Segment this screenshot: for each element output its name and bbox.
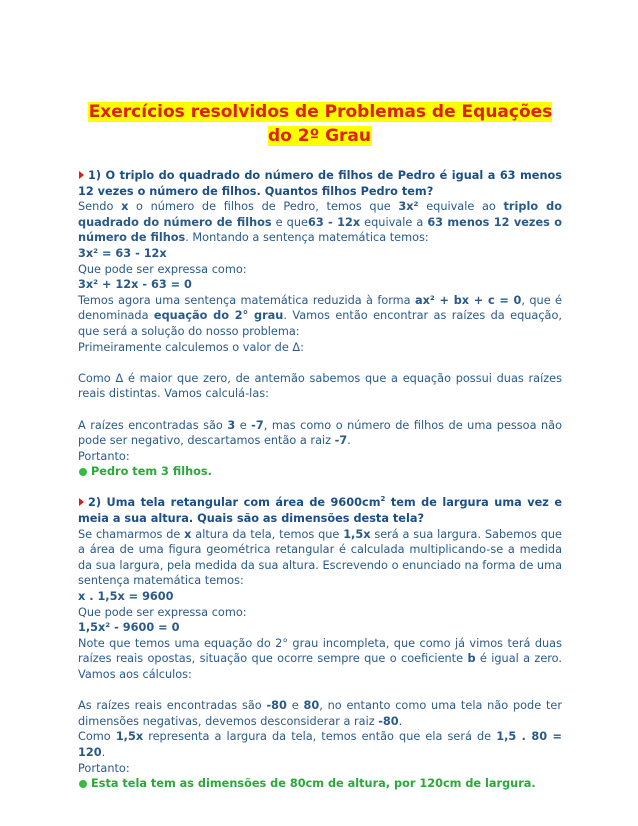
red-arrow-bullet-icon	[79, 498, 84, 506]
green-dot-bullet-icon	[79, 468, 87, 476]
q2-portanto: Portanto:	[78, 761, 130, 775]
q2-paragraph-1: Se chamarmos de x altura da tela, temos que 1,5x será a sua largura. Sabemos que a área de uma figura geométrica retangular é calculada multiplicando-se a medida da sua largura, pela medida da sua altura. Escrevendo o enunciado na forma de uma sentença matemática temos:	[78, 527, 562, 588]
q1-answer: Pedro tem 3 filhos.	[78, 464, 562, 480]
q2-paragraph-3: As raízes reais encontradas são -80 e 80, no entanto como uma tela não pode ter dimensões negativas, devemos desconsiderar a raiz -80.	[78, 699, 562, 728]
red-arrow-bullet-icon	[79, 171, 84, 179]
q2-paragraph-4: Como 1,5x representa a largura da tela, temos então que ela será de 1,5 . 80 = 120.	[78, 730, 562, 759]
q1-paragraph-4: A raízes encontradas são 3 e -7, mas como o número de filhos de uma pessoa não pode ser negativo, descartamos então a raiz -7.	[78, 418, 563, 448]
q1-delta-text: Primeiramente calculemos o valor de Δ:	[78, 340, 304, 354]
question-2: 2) Uma tela retangular com área de $9600cm^2$ tem de largura uma vez e meia a sua altura. Quais são as dimensões desta tela?	[78, 495, 562, 526]
q1-paragraph-3: Como Δ é maior que zero, de antemão sabemos que a equação possui duas raízes reais distintas. Vamos calculá-las:	[78, 371, 562, 401]
q1-paragraph-1: Sendo x o número de filhos de Pedro, temos que 3x² equivale ao triplo do quadrado do número de filhos e que63 - 12x equivale a 63 menos 12 vezes o número de filhos. Montando a sentença matemática temos:	[78, 200, 562, 245]
q2-answer: Esta tela tem as dimensões de 80cm de altura, por 120cm de largura.	[78, 776, 562, 792]
green-dot-bullet-icon	[79, 780, 87, 788]
q1-paragraph-2: Temos agora uma sentença matemática reduzida à forma ax² + bx + c = 0, que é denominada equação do 2° grau. Vamos então encontrar as raízes da equação, que será a solução do nosso problema:	[78, 293, 562, 338]
q1-equation-2: 3x² + 12x - 63 = 0	[78, 278, 192, 292]
q1-portanto: Portanto:	[78, 449, 130, 463]
q2-equation-2: 1,5x² - 9600 = 0	[78, 621, 180, 635]
q2-expressa: Que pode ser expressa como:	[78, 605, 247, 619]
q2-equation-1: x . 1,5x = 9600	[78, 590, 174, 604]
document-body	[78, 168, 562, 792]
q1-expressa: Que pode ser expressa como:	[78, 262, 247, 276]
q2-paragraph-2: Note que temos uma equação do 2° grau incompleta, que como já vimos terá duas raízes reais opostas, situação que ocorre sempre que o coeficiente b é igual a zero. Vamos aos cálculos:	[78, 636, 562, 681]
page-title: Exercícios resolvidos de Problemas de Equações do 2º Grau	[88, 102, 553, 146]
q1-equation-1: 3x² = 63 - 12x	[78, 246, 167, 260]
question-1: 1) O triplo do quadrado do número de filhos de Pedro é igual a 63 menos 12 vezes o número de filhos. Quantos filhos Pedro tem?	[78, 169, 562, 198]
